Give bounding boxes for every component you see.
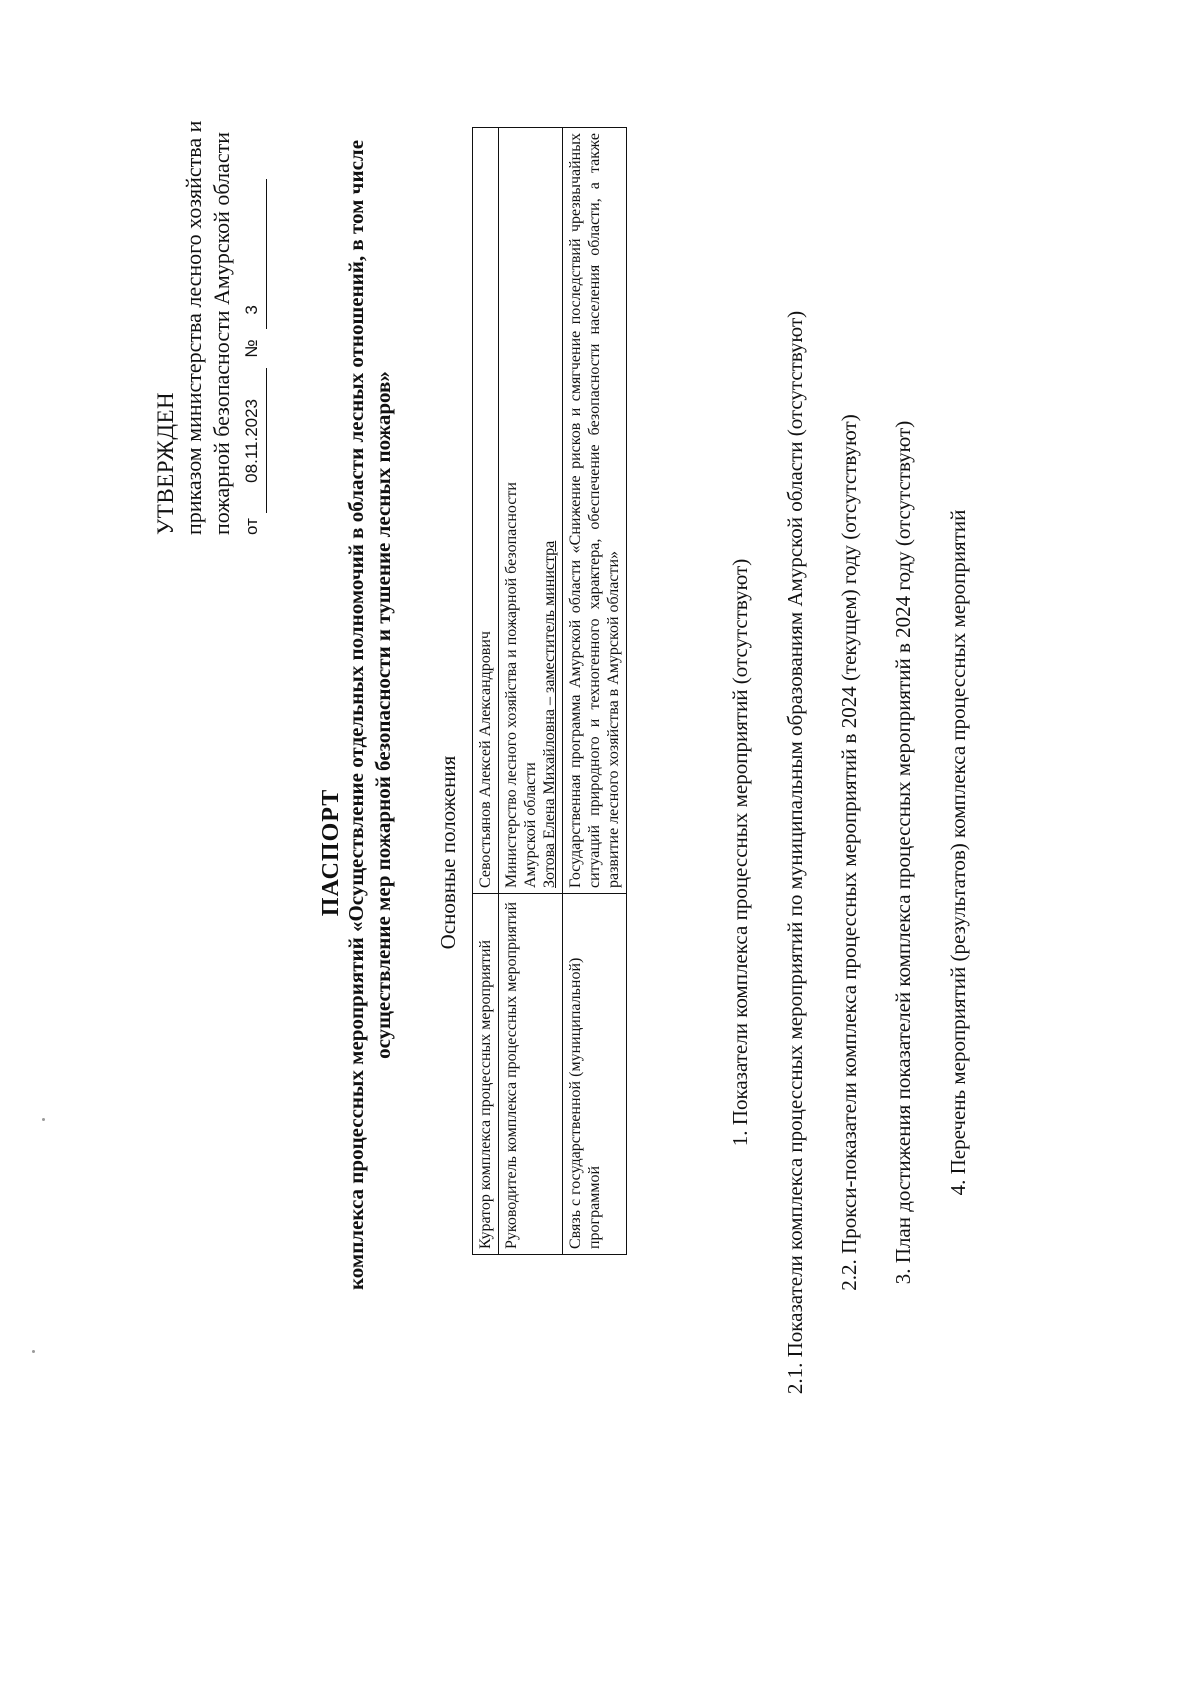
approval-date: 08.11.2023	[238, 368, 267, 513]
table-row	[499, 128, 563, 1255]
approval-meta	[238, 0, 267, 535]
approval-title: УТВЕРЖДЕН	[153, 391, 178, 535]
table-cell-value	[499, 128, 563, 894]
table-row	[563, 128, 627, 1255]
heading-2-1: 2.1. Показатели комплекса процессных мероприятий по муниципальным образованиям Амурской области (отсутствуют)	[783, 310, 807, 1395]
approval-from-label: от	[242, 518, 261, 535]
value-line: Зотова Елена Михайловна – заместитель министра	[541, 540, 558, 888]
table-row	[473, 128, 499, 1255]
table-cell-label: Связь с государственной (муниципальной) программой	[563, 894, 627, 1255]
document-subtitle: комплекса процессных мероприятий «Осуществление отдельных полномочий в области лесных отношений, в том числе осуществление мер пожарной безопасности и тушение лесных пожаров»	[344, 139, 395, 1291]
heading-2-2: 2.2. Прокси-показатели комплекса процессных мероприятий в 2024 (текущем) году (отсутствуют)	[837, 414, 861, 1291]
document-title: ПАСПОРТ	[318, 788, 344, 917]
heading-4: 4. Перечень мероприятий (результатов) комплекса процессных мероприятий	[946, 509, 970, 1196]
approval-line-1: приказом министерства лесного хозяйства и	[181, 120, 206, 535]
value-line: Министерство лесного хозяйства и пожарной безопасности	[503, 482, 520, 888]
table-cell-value: Севостьянов Алексей Александрович	[473, 128, 499, 894]
table-cell-value: Государственная программа Амурской области «Снижение рисков и смягчение последствий чрезвычайных ситуаций природного и техногенного характера, обеспечение безопасности населения области, а также развитие лесного хозяйства в Амурской области»	[563, 128, 627, 894]
table-cell-label: Руководитель комплекса процессных мероприятий	[499, 894, 563, 1255]
approval-stamp	[152, 0, 267, 535]
table-cell-label: Куратор комплекса процессных мероприятий	[473, 894, 499, 1255]
section-title: Основные положения	[436, 755, 460, 950]
approval-line-2: пожарной безопасности Амурской области	[209, 132, 234, 535]
passport-table	[472, 127, 627, 1255]
value-line: Амурской области	[522, 762, 539, 888]
approval-number: 3	[238, 179, 267, 329]
approval-number-label: №	[242, 339, 261, 358]
heading-3: 3. План достижения показателей комплекса процессных мероприятий в 2024 году (отсутствуют)	[891, 420, 915, 1285]
heading-1: 1. Показатели комплекса процессных мероприятий (отсутствуют)	[728, 558, 752, 1147]
